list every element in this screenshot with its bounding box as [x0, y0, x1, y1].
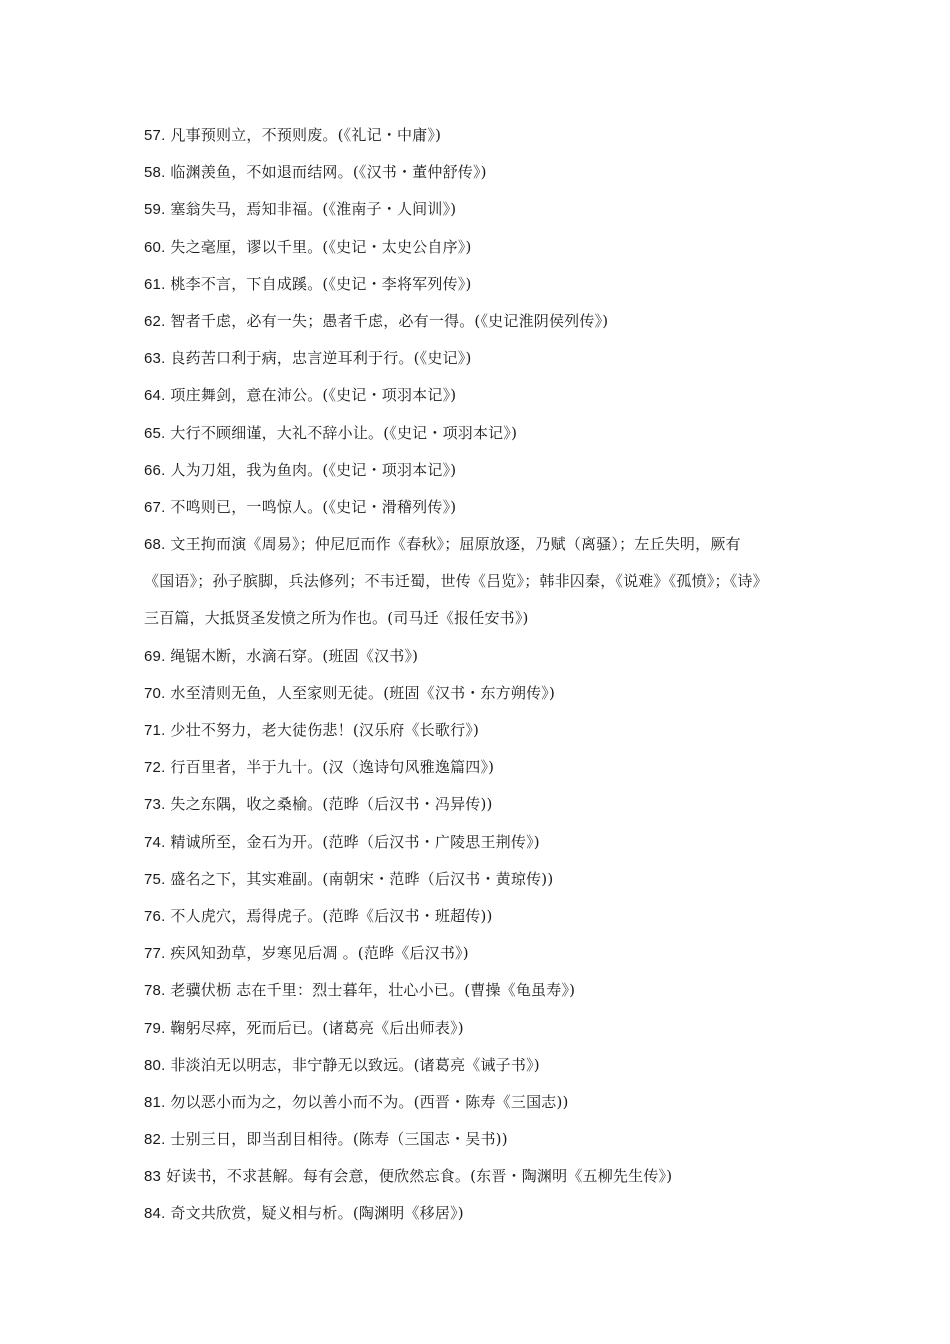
- entry-text: 大行不顾细谨，大礼不辞小让。(《史记・项羽本记》): [170, 423, 518, 442]
- entry-text: 《国语》；孙子膑脚，兵法修列；不韦迁蜀，世传《吕览》；韩非囚秦，《说难》《孤愤》；《诗》: [144, 572, 768, 591]
- entry-number: 73.: [144, 796, 166, 814]
- entry-text: 绳锯木断，水滴石穿。(班固《汉书》): [170, 646, 419, 665]
- entry-number: 58.: [144, 164, 166, 182]
- entry-number: 78.: [144, 982, 166, 1000]
- entry-text: 勿以恶小而为之，勿以善小而不为。(西晋・陈寿《三国志)): [170, 1092, 569, 1111]
- entry-text: 失之东隅，收之桑榆。(范晔（后汉书・冯异传)): [170, 795, 493, 814]
- entry-number: 68.: [144, 536, 166, 554]
- entry-text: 非淡泊无以明志，非宁静无以致远。(诸葛亮《诫子书》): [170, 1055, 540, 1074]
- entry-text: 不人虎穴，焉得虎子。(范晔《后汉书・班超传)): [170, 906, 493, 925]
- quote-line: [144, 752, 824, 789]
- quote-line: [144, 232, 824, 269]
- entry-number: 74.: [144, 833, 166, 851]
- quote-line: [144, 269, 824, 306]
- quote-line: [144, 1013, 824, 1050]
- entry-text: 鞠躬尽瘁，死而后已。(诸葛亮《后出师表》): [170, 1018, 464, 1037]
- quote-line: [144, 343, 824, 380]
- entry-number: 82.: [144, 1131, 166, 1149]
- entry-text: 凡事预则立，不预则废。(《礼记・中庸》): [170, 126, 442, 144]
- entry-number: 64.: [144, 387, 166, 405]
- entry-number: 77.: [144, 945, 166, 963]
- entry-text: 不鸣则已，一鸣惊人。(《史记・滑稽列传》): [170, 497, 457, 516]
- quote-line: [144, 1087, 824, 1124]
- entry-number: 70.: [144, 684, 166, 702]
- quote-line-continuation: [144, 603, 824, 640]
- quote-line: [144, 455, 824, 492]
- entry-number: 60.: [144, 238, 166, 256]
- entry-number: 62.: [144, 312, 166, 330]
- entry-number: 61.: [144, 275, 166, 293]
- entry-text: 盛名之下，其实难副。(南朝宋・范晔（后汉书・黄琼传)): [170, 869, 554, 888]
- entry-number: 69.: [144, 647, 166, 665]
- quote-line: [144, 901, 824, 938]
- quote-line: [144, 529, 824, 566]
- quote-line: [144, 641, 824, 678]
- entry-text: 桃李不言，下自成蹊。(《史记・李将军列传》): [170, 274, 472, 293]
- entry-text: 临渊羡鱼，不如退而结网。(《汉书・董仲舒传》): [170, 163, 487, 182]
- quote-line: [144, 1050, 824, 1087]
- entry-text: 人为刀俎，我为鱼肉。(《史记・项羽本记》): [170, 460, 457, 479]
- entry-text: 失之毫厘，谬以千里。(《史记・太史公自序》): [170, 237, 472, 256]
- entry-text: 少壮不努力，老大徒伤悲！(汉乐府《长歌行》): [170, 721, 480, 739]
- entry-number: 72.: [144, 759, 166, 777]
- quote-list: [144, 120, 824, 1236]
- entry-number: 76.: [144, 907, 166, 925]
- quote-line: [144, 1198, 824, 1235]
- quote-line: [144, 938, 824, 975]
- quote-line: [144, 715, 824, 752]
- entry-text: 老骥伏枥 志在千里：烈士暮年，壮心小已。(曹操《龟虽寿》): [170, 981, 576, 1000]
- entry-text: 好读书，不求甚解。每有会意，便欣然忘食。(东晋・陶渊明《五柳先生传》): [166, 1167, 673, 1186]
- quote-line: [144, 157, 824, 194]
- entry-number: 79.: [144, 1019, 166, 1037]
- entry-number: 83: [144, 1168, 162, 1186]
- quote-line-continuation: [144, 566, 824, 603]
- entry-number: 84.: [144, 1205, 166, 1223]
- entry-text: 疾风知劲草，岁寒见后凋 。(范晔《后汉书》): [170, 944, 469, 963]
- quote-line: [144, 864, 824, 901]
- entry-text: 精诚所至，金石为开。(范晔（后汉书・广陵思王荆传》): [170, 832, 540, 851]
- quote-line: [144, 789, 824, 826]
- entry-number: 66.: [144, 461, 166, 479]
- quote-line: [144, 678, 824, 715]
- quote-line: [144, 418, 824, 455]
- entry-number: 75.: [144, 870, 166, 888]
- entry-number: 67.: [144, 498, 166, 516]
- entry-text: 智者千虑，必有一失；愚者千虑，必有一得。(《史记淮阴侯列传》): [170, 311, 609, 330]
- entry-text: 三百篇，大抵贤圣发愤之所为作也。(司马迁《报任安书》): [144, 609, 529, 628]
- quote-line: [144, 194, 824, 231]
- entry-number: 57.: [144, 127, 166, 144]
- quote-line: [144, 1124, 824, 1161]
- quote-line: [144, 827, 824, 864]
- entry-text: 奇文共欣赏，疑义相与析。(陶渊明《移居》): [170, 1204, 464, 1223]
- entry-text: 文王拘而演《周易》；仲尼厄而作《春秋》；屈原放逐，乃赋（离骚）；左丘失明，厥有: [170, 535, 741, 554]
- quote-line: [144, 975, 824, 1012]
- entry-number: 63.: [144, 350, 166, 368]
- quote-line: [144, 306, 824, 343]
- entry-number: 59.: [144, 201, 166, 219]
- entry-text: 良药苦口利于病，忠言逆耳利于行。(《史记》): [170, 349, 472, 368]
- quote-line: [144, 492, 824, 529]
- entry-number: 71.: [144, 722, 166, 739]
- entry-text: 行百里者，半于九十。(汉（逸诗句风雅逸篇四》): [170, 758, 495, 777]
- quote-line: [144, 1161, 824, 1198]
- entry-number: 81.: [144, 1093, 166, 1111]
- entry-text: 项庄舞剑，意在沛公。(《史记・项羽本记》): [170, 386, 457, 405]
- entry-text: 塞翁失马，焉知非福。(《淮南子・人间训》): [170, 200, 457, 219]
- entry-text: 士别三日，即当刮目相待。(陈寿（三国志・吴书)): [170, 1130, 508, 1149]
- entry-text: 水至清则无鱼，人至家则无徒。(班固《汉书・东方朔传》): [170, 683, 556, 702]
- entry-number: 80.: [144, 1056, 166, 1074]
- quote-line: [144, 380, 824, 417]
- quote-line: [144, 120, 824, 157]
- entry-number: 65.: [144, 424, 166, 442]
